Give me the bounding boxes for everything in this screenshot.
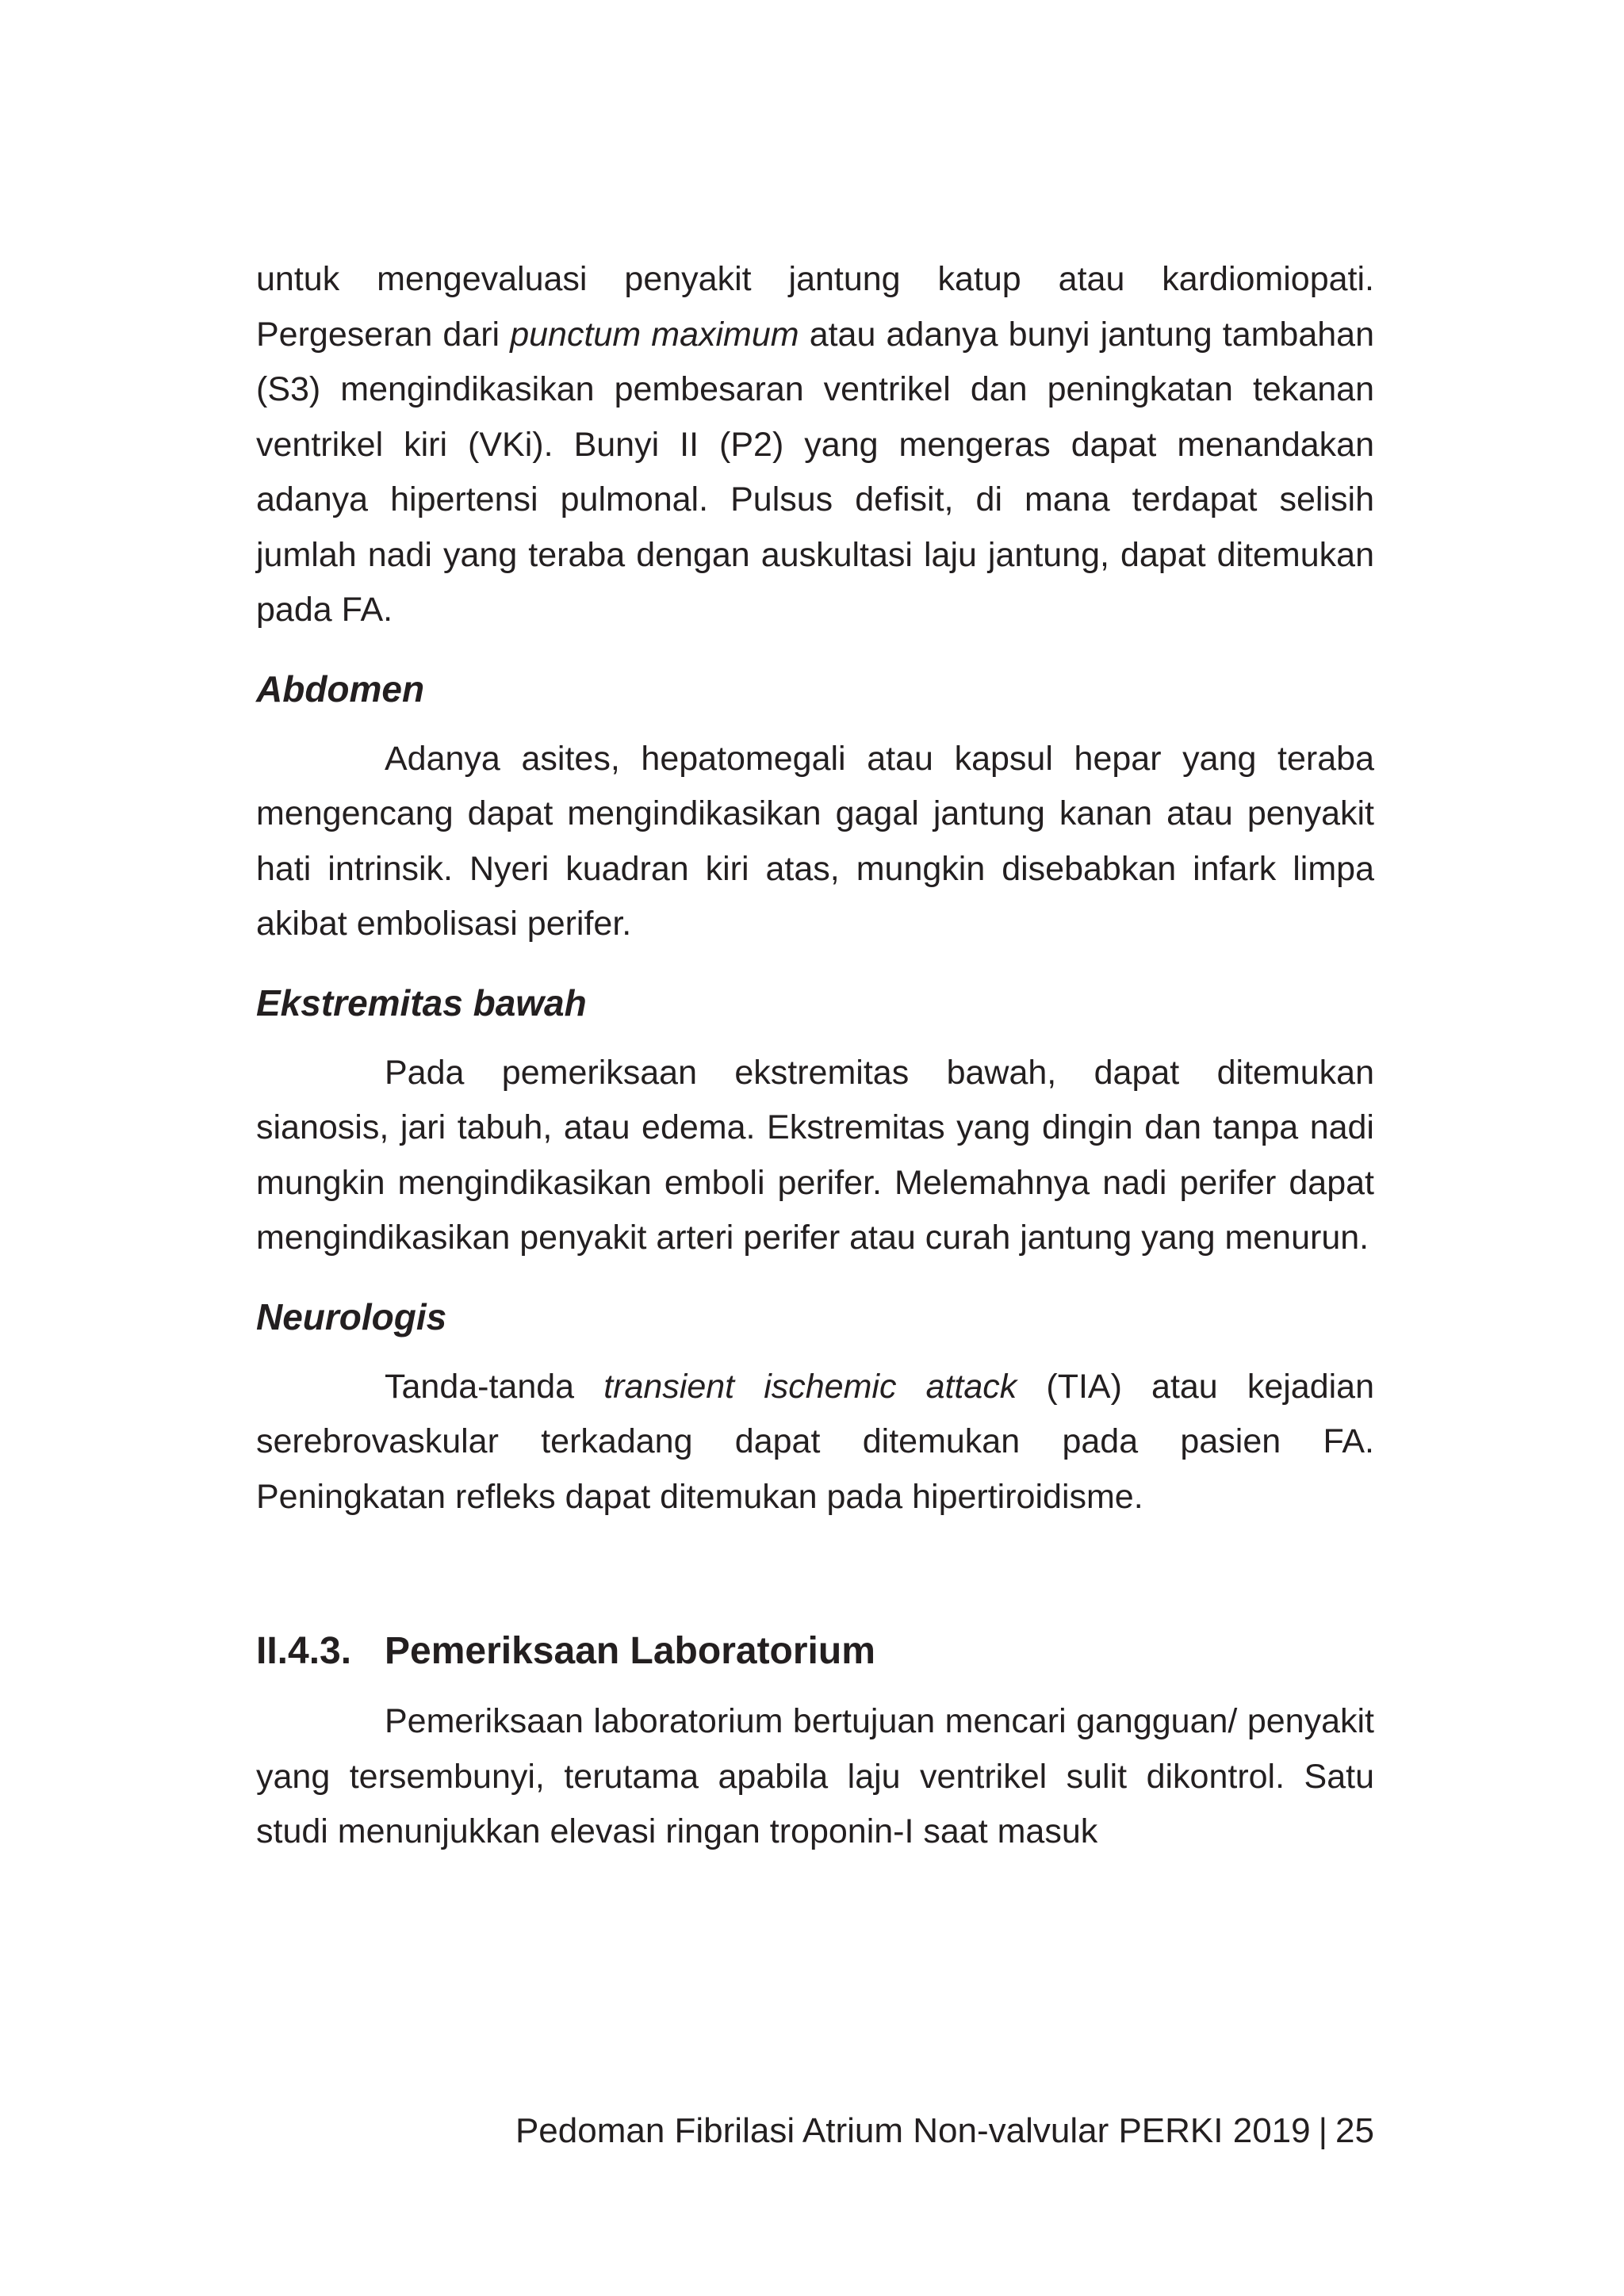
page-content <box>256 252 1374 1860</box>
paragraph-ekstremitas: Pada pemeriksaan ekstremitas bawah, dapat ditemukan sianosis, jari tabuh, atau edema. Ekstremitas yang dingin dan tanpa nadi mungkin mengindikasikan emboli perifer. Melemahnya nadi perifer dapat mengindikasikan penyakit arteri perifer atau curah jantung yang menurun. <box>256 1053 1374 1257</box>
heading-ekstremitas: Ekstremitas bawah <box>256 982 587 1024</box>
page-number: 25 <box>1335 2111 1374 2150</box>
paragraph-text: untuk mengevaluasi penyakit jantung katup atau kardiomiopati. Pergeseran dari <box>256 260 1374 354</box>
paragraph-abdomen: Adanya asites, hepatomegali atau kapsul hepar yang teraba mengencang dapat mengindikasikan gagal jantung kanan atau penyakit hati intrinsik. Nyeri kuadran kiri atas, mungkin disebabkan infark limpa akibat embolisasi perifer. <box>256 739 1374 943</box>
paragraph-text: (TIA) atau kejadian serebrovaskular terkadang dapat ditemukan pada pasien FA. Peningkatan refleks dapat ditemukan pada hipertiroidisme. <box>256 1367 1374 1516</box>
paragraph-continuation <box>256 252 1374 638</box>
footer-title: Pedoman Fibrilasi Atrium Non-valvular PERKI 2019 <box>515 2111 1311 2150</box>
paragraph-text: atau adanya bunyi jantung tambahan (S3) mengindikasikan pembesaran ventrikel dan peningkatan tekanan ventrikel kiri (VKi). Bunyi II (P2) yang mengeras dapat menandakan adanya hipertensi pulmonal. Pulsus defisit, di mana terdapat selisih jumlah nadi yang teraba dengan auskultasi laju jantung, dapat ditemukan pada FA. <box>256 315 1374 629</box>
heading-neurologis: Neurologis <box>256 1295 447 1337</box>
section-number: II.4.3. <box>256 1630 352 1672</box>
italic-term: punctum maximum <box>510 315 799 354</box>
section-title: Pemeriksaan Laboratorium <box>385 1630 875 1672</box>
paragraph-text: Tanda-tanda <box>385 1367 604 1406</box>
heading-abdomen: Abdomen <box>256 668 425 710</box>
italic-term: transient ischemic attack <box>603 1367 1017 1406</box>
paragraph-neurologis <box>256 1360 1374 1525</box>
page-footer <box>515 2107 1374 2155</box>
footer-separator: | <box>1318 2111 1328 2150</box>
section-heading <box>256 1628 1374 1675</box>
paragraph-laboratorium: Pemeriksaan laboratorium bertujuan mencari gangguan/ penyakit yang tersembunyi, terutama apabila laju ventrikel sulit dikontrol. Satu studi menunjukkan elevasi ringan troponin-I saat masuk <box>256 1702 1374 1850</box>
